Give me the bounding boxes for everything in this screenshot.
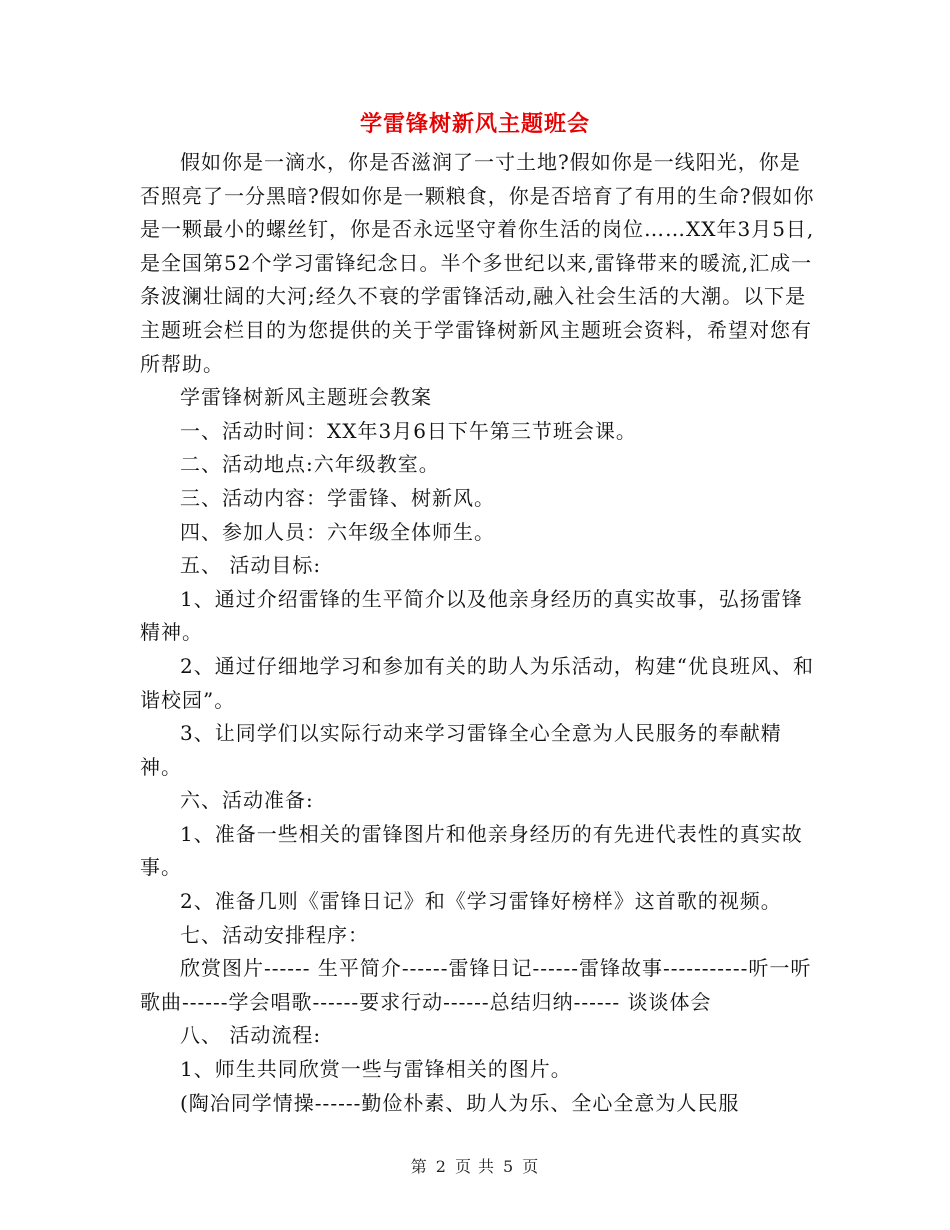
preparation-item: 1、准备一些相关的雷锋图片和他亲身经历的有先进代表性的真实故事。 <box>140 821 803 880</box>
footer-suffix: 页 <box>522 1157 540 1176</box>
page-footer <box>0 1154 950 1177</box>
participants: 四、参加人员：六年级全体师生。 <box>180 519 495 544</box>
goal-item: 1、通过介绍雷锋的生平简介以及他亲身经历的真实故事，弘扬雷锋精神。 <box>140 586 803 645</box>
footer-prefix: 第 <box>410 1157 428 1176</box>
intro-paragraph: 假如你是一滴水，你是否滋润了一寸土地?假如你是一线阳光，你是否照亮了一分黑暗?假如你是一颗粮食，你是否培育了有用的生命?假如你是一颗最小的螺丝钉，你是否永远坚守着你生活的岗位……XX年3月5日,是全国第52个学习雷锋纪念日。半个多世纪以来,雷锋带来的暖流,汇成一条波澜壮阔的大河;经久不衰的学雷锋活动,融入社会生活的大潮。以下是主题班会栏目的为您提供的关于学雷锋树新风主题班会资料，希望对您有所帮助。 <box>140 150 815 376</box>
footer-total-pages: 5 <box>503 1157 515 1176</box>
process-heading: 八、 活动流程: <box>180 1023 322 1048</box>
activity-location: 二、活动地点:六年级教室。 <box>180 452 440 477</box>
preparation-item: 2、准备几则《雷锋日记》和《学习雷锋好榜样》这首歌的视频。 <box>180 889 782 914</box>
document-title: 学雷锋树新风主题班会 <box>359 112 590 137</box>
process-item: 1、师生共同欣赏一些与雷锋相关的图片。 <box>180 1057 572 1082</box>
schedule-sequence: 欣赏图片------ 生平简介------雷锋日记------雷锋故事-----------听一听歌曲------学会唱歌------要求行动------总结归纳------ 谈谈体会 <box>140 956 812 1014</box>
activity-content: 三、活动内容：学雷锋、树新风。 <box>180 485 495 510</box>
goal-item: 3、让同学们以实际行动来学习雷锋全心全意为人民服务的奉献精神。 <box>140 721 782 779</box>
lesson-plan-heading: 学雷锋树新风主题班会教案 <box>180 385 432 410</box>
footer-current-page: 2 <box>435 1157 447 1176</box>
schedule-heading: 七、活动安排程序： <box>180 922 369 947</box>
goals-heading: 五、 活动目标: <box>180 553 322 578</box>
process-item: (陶冶同学情操------勤俭朴素、助人为乐、全心全意为人民服 <box>180 1090 740 1115</box>
goal-item: 2、通过仔细地学习和参加有关的助人为乐活动，构建“优良班风、和谐校园”。 <box>140 653 814 712</box>
activity-time: 一、活动时间：XX年3月6日下午第三节班会课。 <box>180 418 637 443</box>
footer-middle: 页 共 <box>454 1157 496 1176</box>
document-body <box>140 146 820 1120</box>
preparation-heading: 六、活动准备: <box>180 788 314 813</box>
